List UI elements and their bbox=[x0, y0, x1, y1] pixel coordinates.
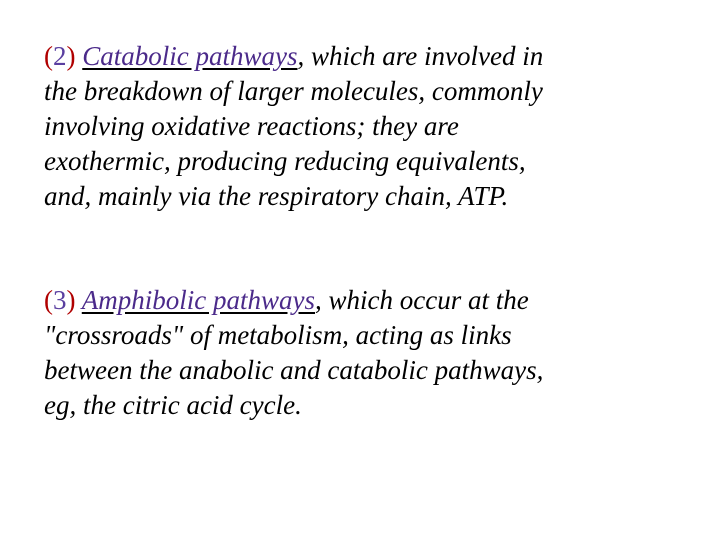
paragraph-line-1 bbox=[44, 39, 684, 74]
number-close-paren: ) bbox=[66, 285, 76, 315]
paragraph-amphibolic bbox=[44, 283, 684, 423]
paragraph-text bbox=[44, 283, 684, 423]
paragraph-line-4: exothermic, producing reducing equivalents, bbox=[44, 146, 526, 176]
line-text: , which occur at the bbox=[315, 285, 529, 315]
number-open-paren: ( bbox=[44, 285, 53, 315]
term-catabolic-pathways: Catabolic pathways bbox=[82, 41, 298, 71]
line-text: , which are involved in bbox=[297, 41, 544, 71]
paragraph-line-4: eg, the citric acid cycle. bbox=[44, 390, 302, 420]
item-number bbox=[44, 285, 76, 315]
item-number bbox=[44, 41, 76, 71]
term-amphibolic-pathways: Amphibolic pathways bbox=[81, 285, 315, 315]
number-open-paren: ( bbox=[44, 41, 53, 71]
paragraph-line-2: the breakdown of larger molecules, commonly bbox=[44, 76, 543, 106]
paragraph-line-3: between the anabolic and catabolic pathways, bbox=[44, 355, 544, 385]
paragraph-text bbox=[44, 39, 684, 214]
paragraph-line-2: "crossroads" of metabolism, acting as links bbox=[44, 320, 512, 350]
paragraph-catabolic bbox=[44, 39, 684, 214]
number-digit: 2 bbox=[53, 41, 67, 71]
paragraph-line-1 bbox=[44, 283, 684, 318]
number-close-paren: ) bbox=[66, 41, 76, 71]
paragraph-line-3: involving oxidative reactions; they are bbox=[44, 111, 459, 141]
paragraph-line-5: and, mainly via the respiratory chain, ATP. bbox=[44, 181, 509, 211]
number-digit: 3 bbox=[53, 285, 67, 315]
